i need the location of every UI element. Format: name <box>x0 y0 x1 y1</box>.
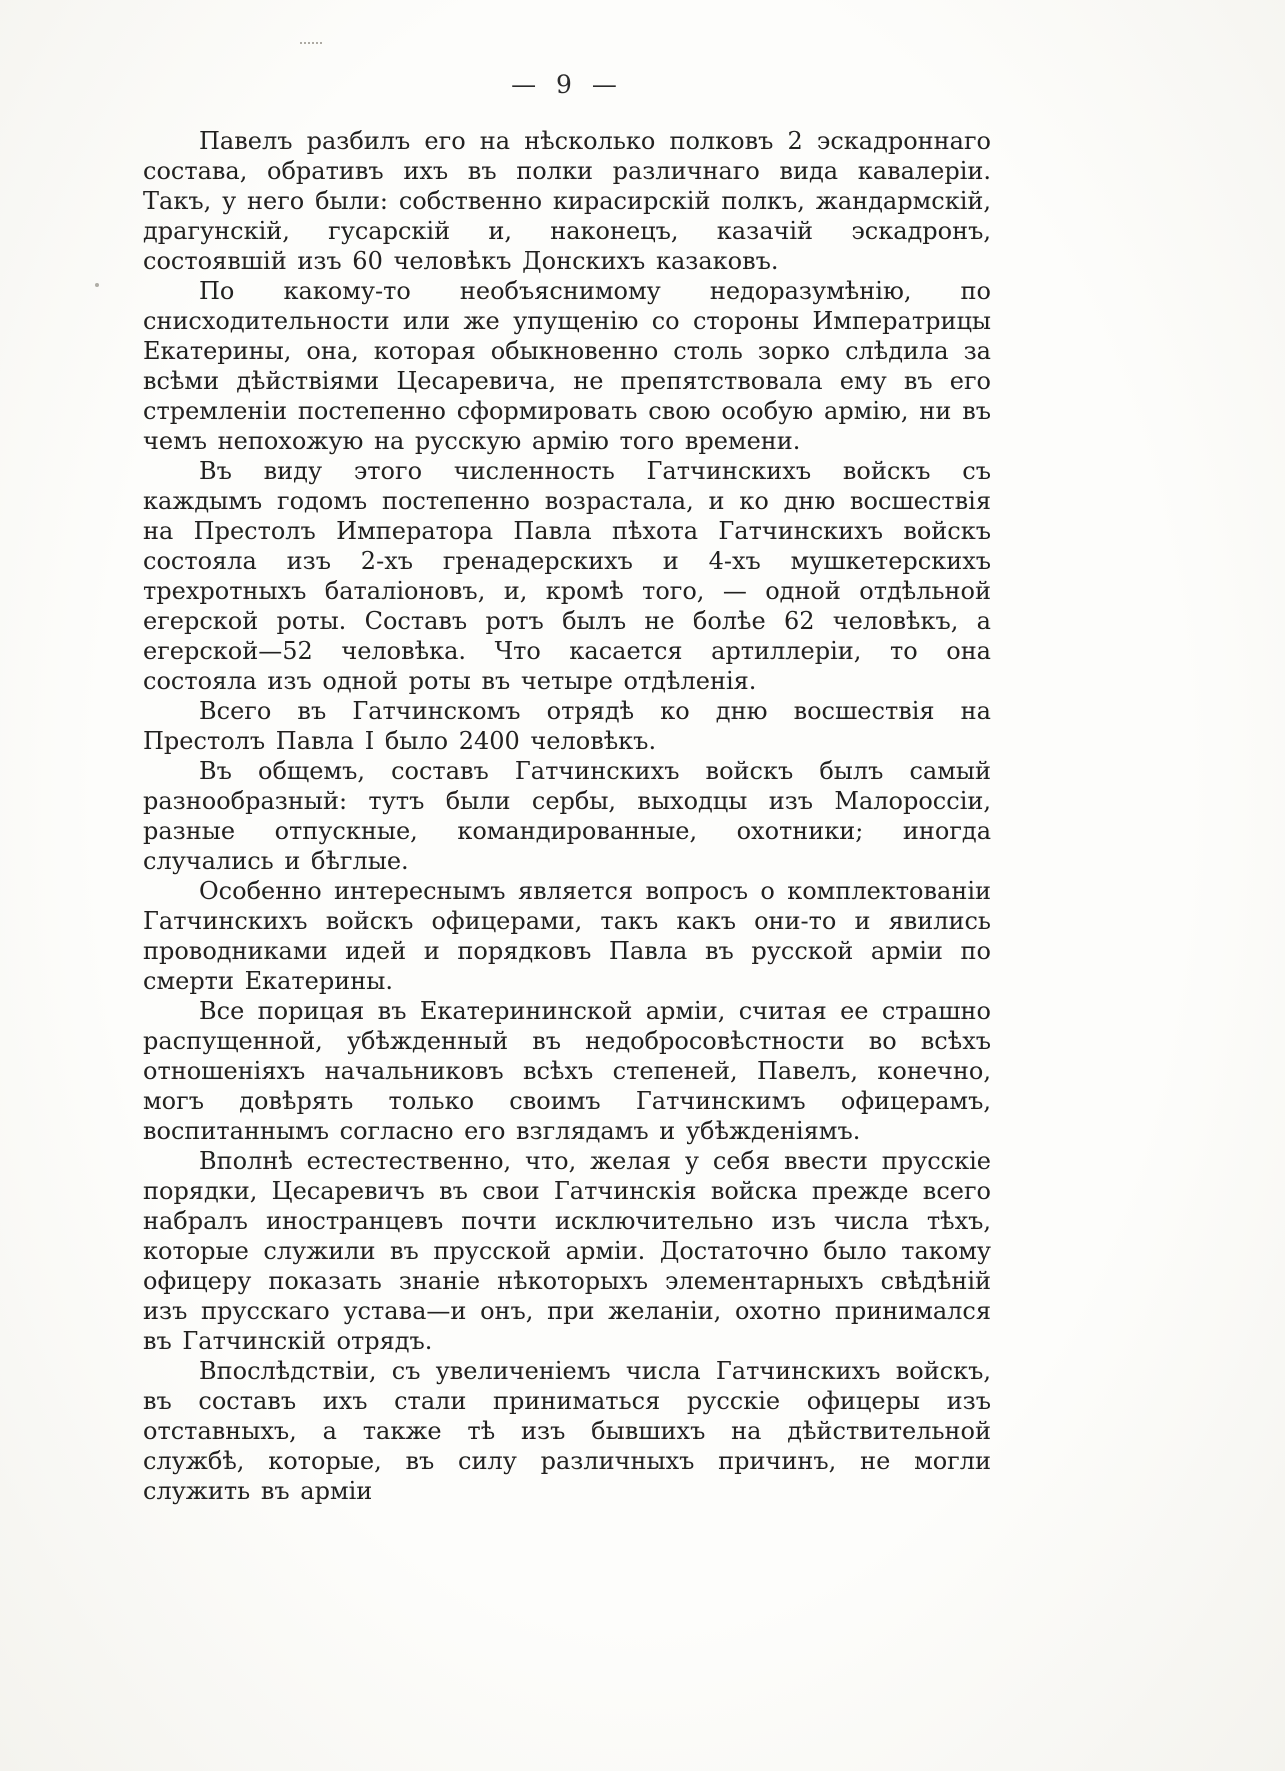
paragraph: Въ общемъ, составъ Гатчинскихъ войскъ былъ самый разнообразный: тутъ были сербы, выходцы изъ Малороссіи, разные отпускные, командированные, охотники; иногда случались и бѣглые. <box>143 757 991 875</box>
page-number: — 9 — <box>511 70 623 99</box>
paragraph: Впослѣдствіи, съ увеличеніемъ числа Гатчинскихъ войскъ, въ составъ ихъ стали приниматься русскіе офицеры изъ отставныхъ, а также тѣ изъ бывшихъ на дѣйствительной службѣ, которые, въ силу различныхъ причинъ, не могли служить въ арміи <box>143 1357 991 1505</box>
paragraph: По какому-то необъяснимому недоразумѣнію, по снисходительности или же упущенію со стороны Императрицы Екатерины, она, которая обыкновенно столь зорко слѣдила за всѣми дѣйствіями Цесаревича, не препятствовала ему въ его стремленіи постепенно сформировать свою особую армію, ни въ чемъ непохожую на русскую армію того времени. <box>143 277 991 455</box>
scan-artifact-dot <box>95 283 99 287</box>
scan-artifact-mark <box>300 42 322 47</box>
paragraph: Все порицая въ Екатерининской арміи, считая ее страшно распущенной, убѣжденный въ недобросовѣстности во всѣхъ отношеніяхъ начальниковъ всѣхъ степеней, Павелъ, конечно, могъ довѣрять только своимъ Гатчинскимъ офицерамъ, воспитаннымъ согласно его взглядамъ и убѣжденіямъ. <box>143 997 991 1145</box>
paragraph: Павелъ разбилъ его на нѣсколько полковъ 2 эскадроннаго состава, обративъ ихъ въ полки различнаго вида кавалеріи. Такъ, у него были: собственно кирасирскій полкъ, жандармскій, драгунскій, гусарскій и, наконецъ, казачій эскадронъ, состоявшій изъ 60 человѣкъ Донскихъ казаковъ. <box>143 127 991 275</box>
paragraph: Въ виду этого численность Гатчинскихъ войскъ съ каждымъ годомъ постепенно возрастала, и ко дню восшествія на Престолъ Императора Павла пѣхота Гатчинскихъ войскъ состояла изъ 2-хъ гренадерскихъ и 4-хъ мушкетерскихъ трехротныхъ баталіоновъ, и, кромѣ того, — одной отдѣльной егерской роты. Составъ ротъ былъ не болѣе 62 человѣкъ, а егерской—52 человѣка. Что касается артиллеріи, то она состояла изъ одной роты въ четыре отдѣленія. <box>143 457 991 695</box>
paragraph: Вполнѣ естестественно, что, желая у себя ввести прусскіе порядки, Цесаревичъ въ свои Гатчинскія войска прежде всего набралъ иностранцевъ почти исключительно изъ числа тѣхъ, которые служили въ прусской арміи. Достаточно было такому офицеру показать знаніе нѣкоторыхъ элементарныхъ свѣдѣній изъ прусскаго устава—и онъ, при желаніи, охотно принимался въ Гатчинскій отрядъ. <box>143 1147 991 1355</box>
paragraph: Всего въ Гатчинскомъ отрядѣ ко дню восшествія на Престолъ Павла I было 2400 человѣкъ. <box>143 697 991 755</box>
body-text <box>143 126 991 1506</box>
paragraph: Особенно интереснымъ является вопросъ о комплектованіи Гатчинскихъ войскъ офицерами, такъ какъ они-то и явились проводниками идей и порядковъ Павла въ русской арміи по смерти Екатерины. <box>143 877 991 995</box>
